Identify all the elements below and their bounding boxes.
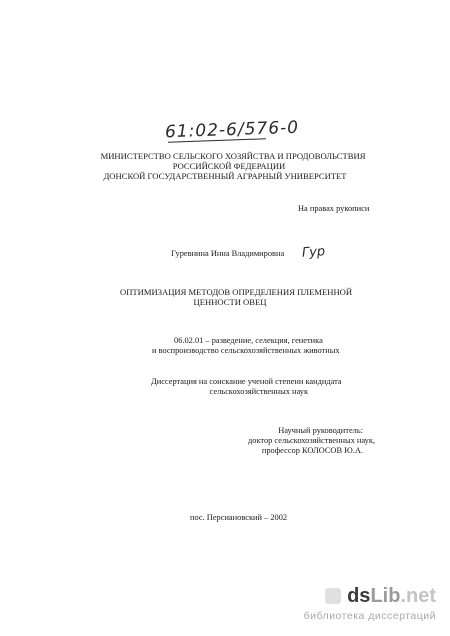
degree-line: сельскохозяйственных наук <box>209 387 309 396</box>
author-signature: Гур <box>301 244 326 261</box>
title-line: ЦЕННОСТИ ОВЕЦ <box>193 297 267 307</box>
ministry-header <box>0 151 450 181</box>
dslib-watermark <box>304 585 436 622</box>
logo-text-ds: ds <box>347 585 371 607</box>
specialty-line: 06.02.01 – разведение, селекция, генетика <box>174 336 323 345</box>
ministry-line: ДОНСКОЙ ГОСУДАРСТВЕННЫЙ АГРАРНЫЙ УНИВЕРСИТЕТ <box>103 171 347 181</box>
dissertation-title <box>120 287 353 307</box>
author-name: Гуревнина Инна Владимировна <box>171 249 285 258</box>
logo-text-net: .net <box>400 585 436 607</box>
ministry-line: РОССИЙСКОЙ ФЕДЕРАЦИИ <box>172 161 286 171</box>
watermark-tagline: библиотека диссертаций <box>303 610 436 622</box>
logo-text-lib: Lib <box>370 585 401 607</box>
specialty-code <box>152 336 340 356</box>
dslib-logo-icon <box>323 586 343 606</box>
supervisor-line: профессор КОЛОСОВ Ю.А. <box>261 446 363 455</box>
supervisor-line: доктор сельскохозяйственных наук, <box>248 436 375 445</box>
manuscript-note: На правах рукописи <box>298 204 370 213</box>
scientific-supervisor <box>248 426 375 456</box>
handwritten-catalog-code: 61:02-6/576-0 <box>164 117 300 143</box>
degree-statement <box>151 377 342 397</box>
dslib-logo <box>323 585 436 607</box>
supervisor-line: Научный руководитель: <box>278 426 363 435</box>
ministry-line: МИНИСТЕРСТВО СЕЛЬСКОГО ХОЗЯЙСТВА И ПРОДОВОЛЬСТВИЯ <box>100 151 366 161</box>
degree-line: Диссертация на соискание ученой степени кандидата <box>151 377 342 386</box>
title-line: ОПТИМИЗАЦИЯ МЕТОДОВ ОПРЕДЕЛЕНИЯ ПЛЕМЕННОЙ <box>120 287 353 297</box>
place-and-year: пос. Персиановский – 2002 <box>190 513 288 522</box>
specialty-line: и воспроизводство сельскохозяйственных животных <box>152 346 340 355</box>
